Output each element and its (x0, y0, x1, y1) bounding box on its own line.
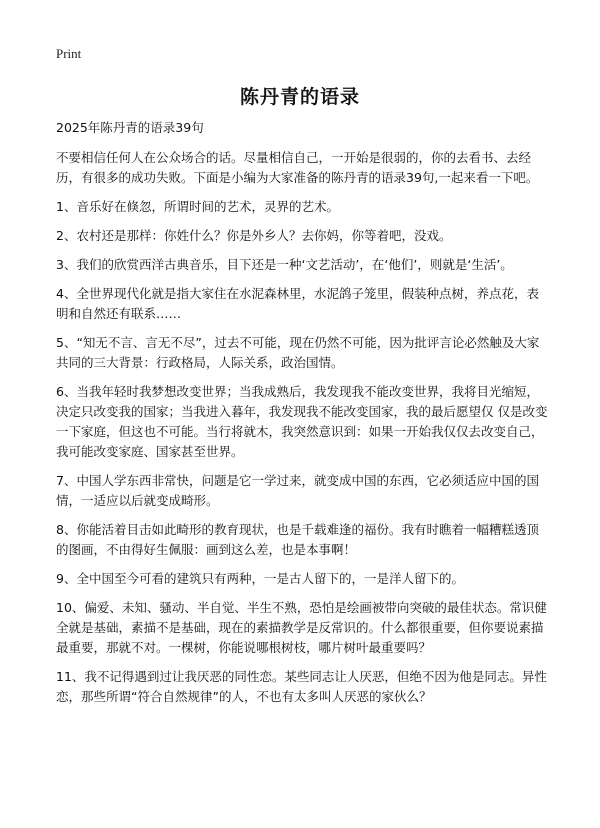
print-link[interactable]: Print (56, 46, 82, 61)
quote-item: 5、“知无不言、言无不尽”，过去不可能，现在仍然不可能，因为批评言论必然触及大家共同的三大背景：行政格局，人际关系，政治国情。 (56, 335, 540, 370)
quote-item: 8、你能活着目击如此畸形的教育现状，也是千载难逢的福份。我有时瞧着一幅糟糕透顶的图画，不由得好生佩服：画到这么差，也是本事啊！ (56, 522, 539, 557)
quote-item: 11、我不记得遇到过让我厌恶的同性恋。某些同志让人厌恶，但绝不因为他是同志。异性恋，那些所谓“符合自然规律”的人，不也有太多叫人厌恶的家伙么？ (56, 669, 547, 704)
quote-item: 6、当我年轻时我梦想改变世界；当我成熟后，我发现我不能改变世界，我将目光缩短，决定只改变我的国家；当我进入暮年，我发现我不能改变国家，我的最后愿望仅 仅是改变一下家庭，但这也不可能。当行将就木，我突然意识到：如果一开始我仅仅去改变自己，我可能改变家庭、国家甚至世界。 (56, 384, 548, 459)
article-body (56, 118, 550, 716)
page-title: 陈丹青的语录 (239, 86, 360, 108)
article-intro: 不要相信任何人在公众场合的话。尽量相信自己，一开始是很弱的，你的去看书、去经历，有很多的成功失败。下面是小编为大家准备的陈丹青的语录39句,一起来看一下吧。 (56, 150, 539, 185)
quote-item: 2、农村还是那样：你姓什么？你是外乡人？去你妈，你等着吧，没戏。 (56, 228, 452, 243)
article-subtitle: 2025年陈丹青的语录39句 (56, 120, 204, 135)
quote-item: 4、全世界现代化就是指大家住在水泥森林里，水泥鸽子笼里，假装种点树，养点花，表明和自然还有联系…… (56, 286, 539, 321)
quote-item: 7、中国人学东西非常快，问题是它一学过来，就变成中国的东西，它必须适应中国的国情，一适应以后就变成畸形。 (56, 473, 539, 508)
quote-item: 3、我们的欣赏西洋古典音乐，目下还是一种‘文艺活动’，在‘他们’，则就是‘生活’。 (56, 257, 513, 272)
quote-item: 1、音乐好在倏忽，所谓时间的艺术，灵界的艺术。 (56, 199, 339, 214)
quote-item: 9、全中国至今可看的建筑只有两种，一是古人留下的，一是洋人留下的。 (56, 571, 464, 586)
quote-item: 10、偏爱、未知、骚动、半自觉、半生不熟，恐怕是绘画被带向突破的最佳状态。常识健全就是基础，素描不是基础，现在的素描教学是反常识的。什么都很重要，但你要说素描最重要，那就不对。一棵树，你能说哪根树枝，哪片树叶最重要吗？ (56, 600, 547, 655)
